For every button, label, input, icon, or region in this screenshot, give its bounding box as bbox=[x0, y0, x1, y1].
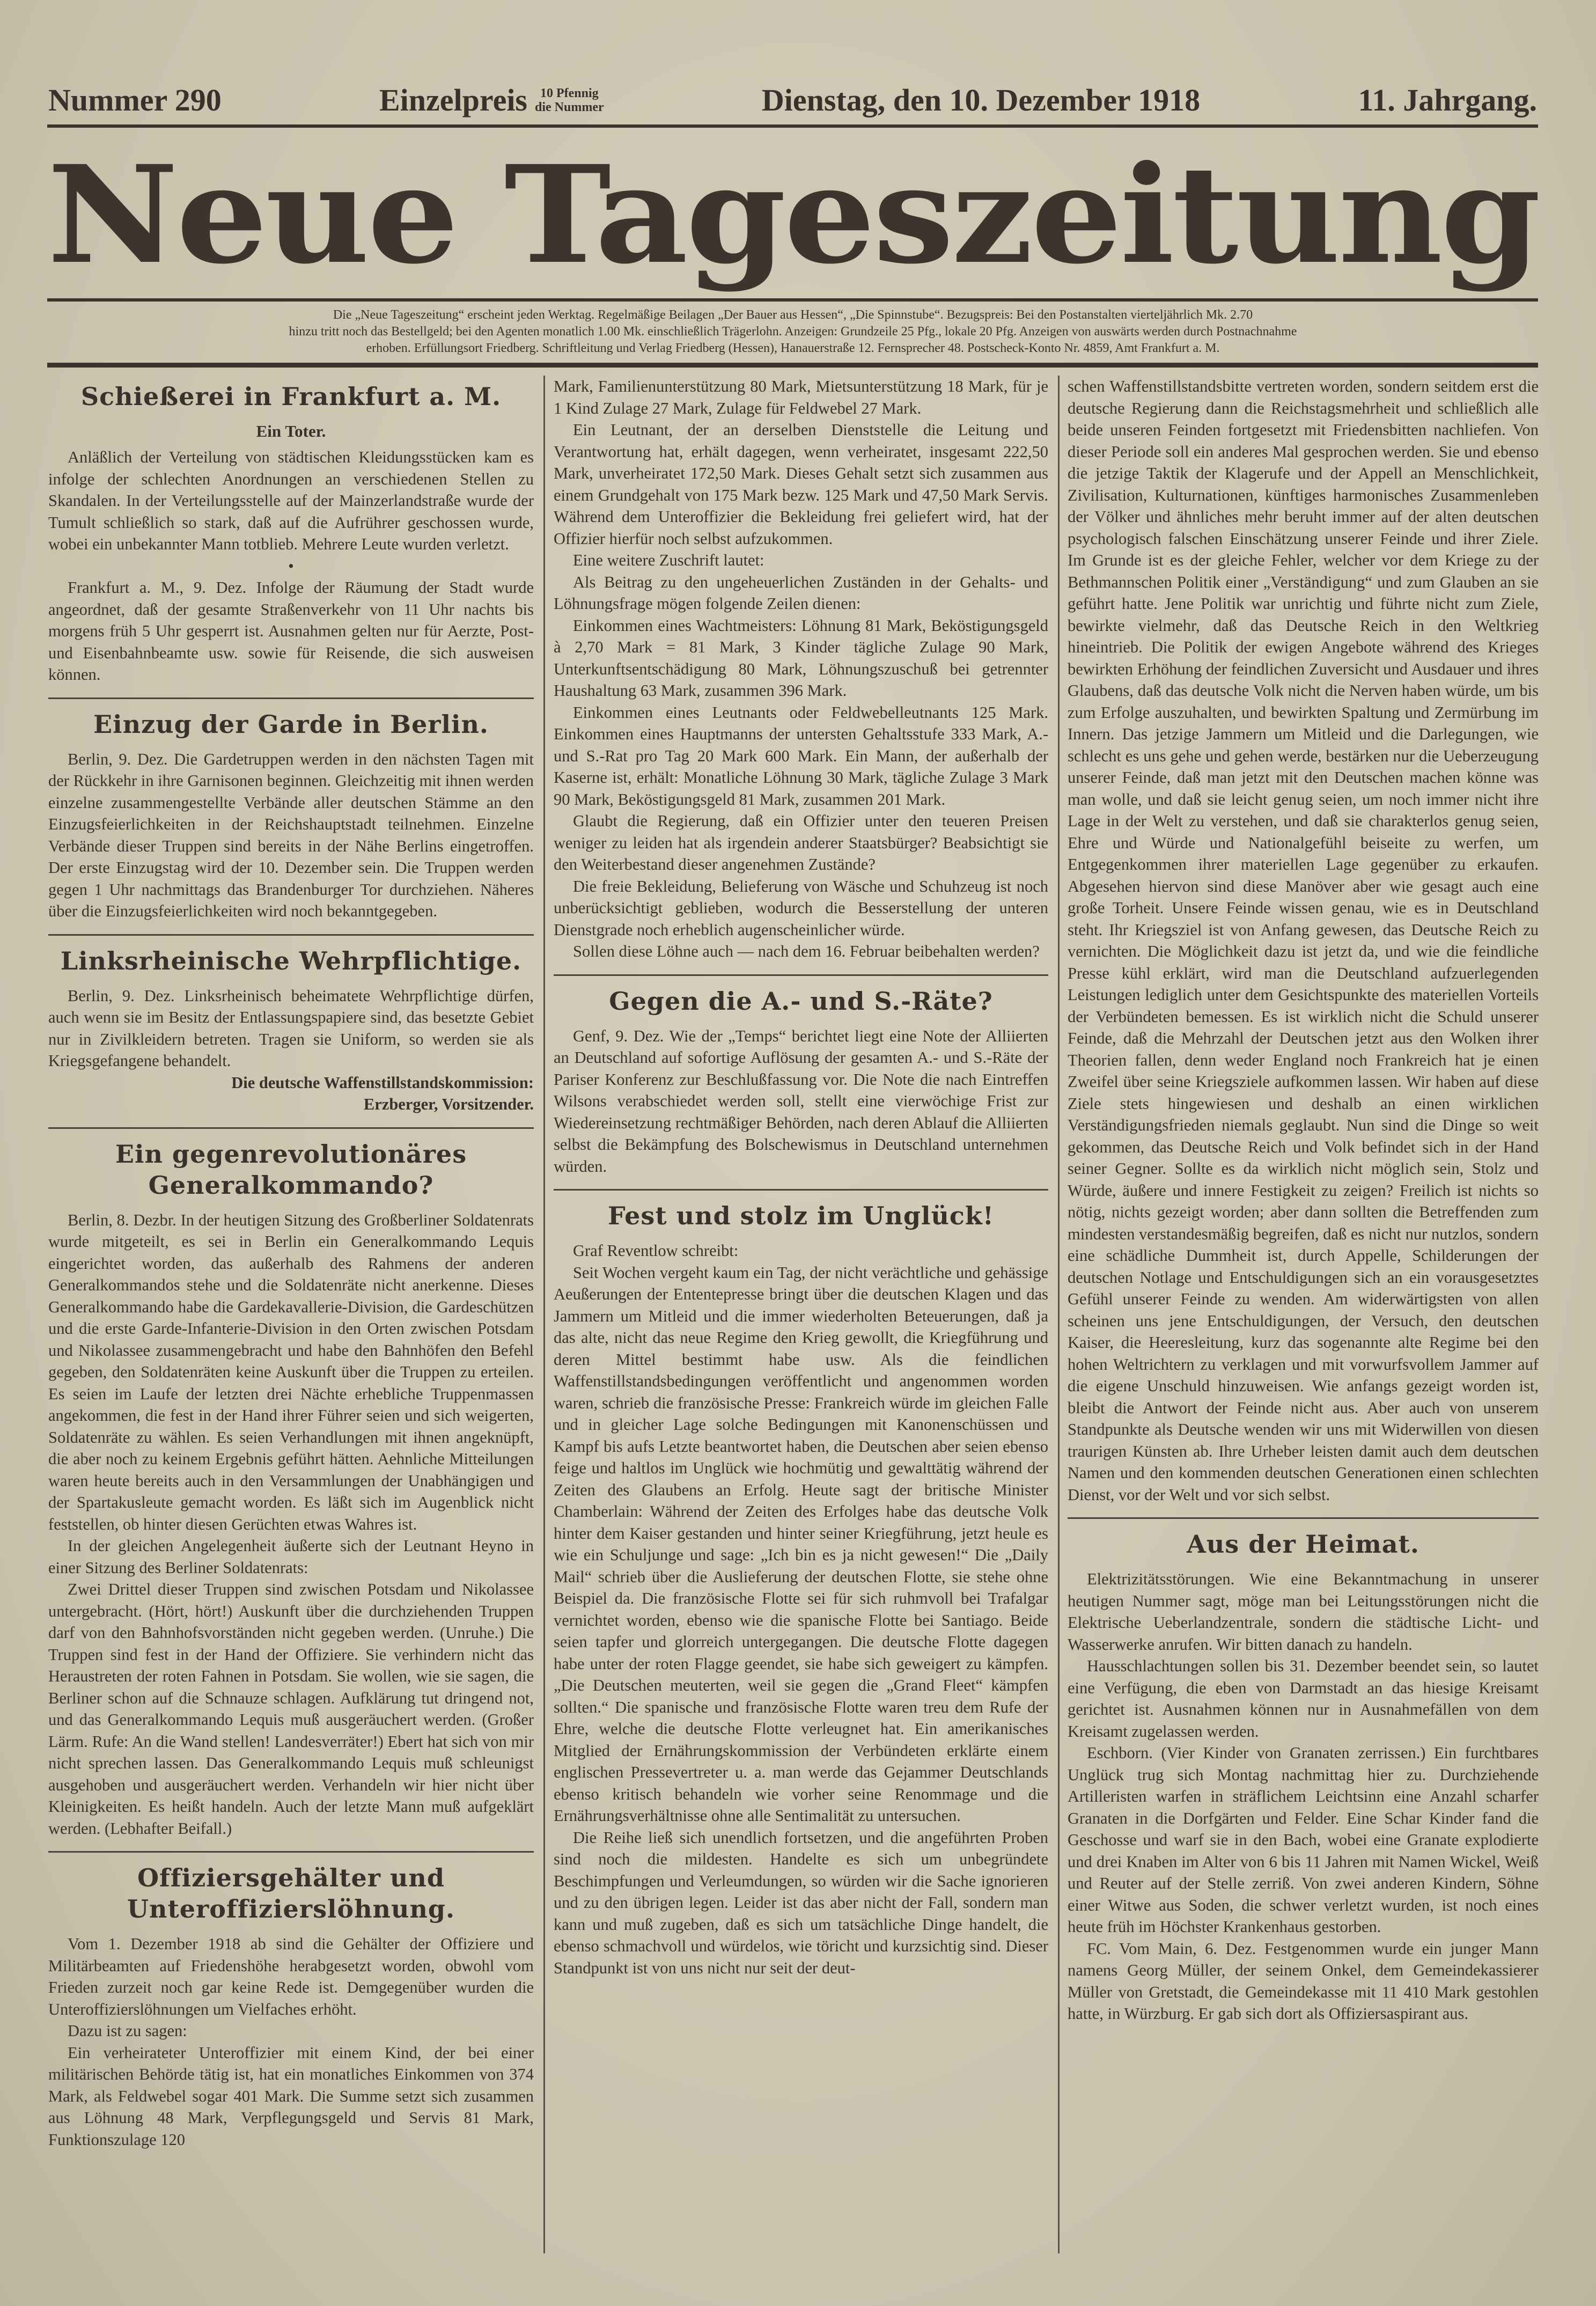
column-divider bbox=[1058, 376, 1060, 2253]
volume-year: 11. Jahrgang. bbox=[1358, 83, 1537, 117]
divider bbox=[47, 124, 1538, 128]
article-paragraph: Vom 1. Dezember 1918 ab sind die Gehälter der Offiziere und Militärbeamten auf Friedenshöhe herabgesetzt worden, obwohl vom Frieden zurzeit noch gar keine Rede ist. Demgegenüber wurden die Unteroffizierslöhnungen um Vielfaches erhöht. bbox=[48, 1935, 534, 2018]
article-headline: Einzug der Garde in Berlin. bbox=[48, 697, 534, 740]
newspaper-title: Neue Tageszeitung bbox=[47, 136, 1539, 293]
article-paragraph: Anläßlich der Verteilung von städtischen Kleidungsstücken kam es infolge der schlechten Anordnungen an verschiedenen Stellen zu Skandalen. In der Verteilungsstelle auf der Mainzerlandstraße wurde der Tumult schließlich so stark, daß auf die Aufrührer geschossen wurde, wobei ein unbekannter Mann totblieb. Mehrere Leute wurden verletzt. bbox=[48, 448, 534, 553]
article-paragraph: Zwei Drittel dieser Truppen sind zwischen Potsdam und Nikolassee untergebracht. (Hört, hört!) Auskunft über die durchziehenden Truppen darf von den Bahnhofsvorständen nicht gegeben werden. (Unruhe.) Die Truppen sind fest in der Hand der Offiziere. Sie verhindern nicht das Heraustreten der roten Fahnen in Potsdam. Sie wollen, wie sie sagen, die Berliner schon auf die Schnauze schlagen. Aufklärung tut dringend not, und das Generalkommando Lequis muß ausgeräuchert werden. (Großer Lärm. Rufe: An die Wand stellen! Landesverräter!) Ebert hat sich von mir nicht sprechen lassen. Das Generalkommando Lequis muß schleunigst ausgehoben und ausgeräuchert werden. Verhandeln wir hier nicht über Kleinigkeiten. Es heißt handeln. Auch der letzte Mann muß aufgeklärt werden. (Lebhafter Beifall.) bbox=[48, 1580, 534, 1838]
column-1 bbox=[48, 376, 534, 2286]
article-paragraph: Elektrizitätsstörungen. Wie eine Bekanntmachung in unserer heutigen Nummer sagt, möge man bei Leitungsstörungen nicht die Elektrische Ueberlandzentrale, sondern die städtische Licht- und Wasserwerke anrufen. Wir bitten danach zu handeln. bbox=[1068, 1570, 1539, 1654]
article-headline: Gegen die A.- und S.-Räte? bbox=[554, 974, 1048, 1017]
divider bbox=[47, 363, 1538, 368]
article-paragraph: Ein verheirateter Unteroffizier mit einem Kind, der bei einer militärischen Behörde tätig ist, hat ein monatliches Einkommen von 374 Mark, als Feldwebel sogar 401 Mark. Die Summe setzt sich zusammen aus Löhnung 48 Mark, Verpflegungsgeld und Servis 81 Mark, Funktionszulage 120 bbox=[48, 2043, 534, 2149]
column-2 bbox=[554, 376, 1048, 2286]
article-paragraph: Die Reihe ließ sich unendlich fortsetzen, und die angeführten Proben sind noch die mildesten. Handelte es sich um unbegründete Beschimpfungen und Verleumdungen, so würden wir die Sache ignorieren und zu den übrigen legen. Leider ist das aber nicht der Fall, sondern man kann und muß zugeben, daß es sich um tatsächliche Dinge handelt, die ebenso schmachvoll und würdelos, wie töricht und kurzsichtig sind. Dieser Standpunkt ist von uns nicht nur seit der deut- bbox=[554, 1828, 1048, 1977]
divider bbox=[47, 298, 1538, 302]
article-paragraph: Eine weitere Zuschrift lautet: bbox=[573, 551, 764, 569]
article-paragraph: Einkommen eines Wachtmeisters: Löhnung 81 Mark, Beköstigungsgeld à 2,70 Mark = 81 Mark, 3 Kinder tägliche Zulage 90 Mark, Unterkunftsentschädigung 80 Mark, Löhnungszuschuß bei getrennter Haushaltung 63 Mark, zusammen 396 Mark. bbox=[554, 616, 1048, 700]
single-price bbox=[379, 83, 604, 118]
price-unit: die Nummer bbox=[535, 100, 604, 114]
section-separator: • bbox=[288, 556, 294, 575]
article-paragraph: Berlin, 8. Dezbr. In der heutigen Sitzung des Großberliner Soldatenrats wurde mitgeteilt, es sei in Berlin ein Generalkommando Lequis eingerichtet worden, das außerhalb des Rahmens der anderen Generalkommandos stehe und die Soldatenräte nicht anerkenne. Dieses Generalkommando habe die Gardekavallerie-Division, die Gardeschützen und die erste Garde-Infanterie-Division in den Orten zwischen Potsdam und Nikolassee zusammengebracht und habe den Bahnhöfen den Befehl gegeben, den Soldatenräten keine Auskunft über die Truppen zu erteilen. Es seien im Laufe der letzten drei Nächte erhebliche Truppenmassen angekommen, die fest in der Hand ihrer Führer seien und sich weigerten, Soldatenräte zu wählen. Es seien Verhandlungen mit ihnen angeknüpft, die aber noch zu keinem Ergebnis geführt hätten. Aehnliche Mitteilungen waren heute bereits auch in den Versammlungen der Unabhängigen und der Spartakusleute gemacht worden. Es läßt sich im Augenblick nicht feststellen, ob hinter diesen Gerüchten etwas Wahres ist. bbox=[48, 1210, 534, 1533]
article-paragraph: Glaubt die Regierung, daß ein Offizier unter den teueren Preisen weniger zu leiden hat als irgendein anderer Staatsbürger? Beabsichtigt sie den Weiterbestand dieser angenehmen Zustände? bbox=[554, 812, 1048, 873]
article-paragraph: Hausschlachtungen sollen bis 31. Dezember beendet sein, so lautet eine Verfügung, die eben von Darmstadt an das hiesige Kreisamt gerichtet ist. Ausnahmen können nur in Ausnahmefällen von dem Kreisamt zugelassen werden. bbox=[1068, 1657, 1539, 1740]
article-paragraph: Einkommen eines Leutnants oder Feldwebelleutnants 125 Mark. Einkommen eines Hauptmanns der untersten Gehaltsstufe 333 Mark, A.- und S.-Rat pro Tag 20 Mark 600 Mark. Ein Mann, der außerhalb der Kaserne ist, erhält: Monatliche Löhnung 30 Mark, tägliche Zulage 3 Mark 90 Mark, Beköstigungsgeld 81 Mark, zusammen 201 Mark. bbox=[554, 703, 1048, 809]
article-paragraph: Eschborn. (Vier Kinder von Granaten zerrissen.) Ein furchtbares Unglück trug sich Montag nachmittag hier zu. Durchziehende Artilleristen warfen in sträflichem Leichtsinn eine Anzahl scharfer Granaten in die Dorfgärten und Felder. Eine Schar Kinder fand die Geschosse und warf sie in den Bach, wobei eine Granate explodierte und drei Knaben im Alter von 6 bis 11 Jahren mit Namen Wickel, Weiß und Reuter auf der Stelle zerriß. Von zwei anderen Kindern, Söhne einer Witwe aus Soden, die schwer verletzt wurden, ist noch eines heute früh im Höchster Krankenhaus gestorben. bbox=[1068, 1744, 1539, 1936]
article-subheadline: Ein Toter. bbox=[256, 422, 326, 440]
article-paragraph: Ein Leutnant, der an derselben Dienststelle die Leitung und Verantwortung hat, erhält dagegen, wenn verheiratet, insgesamt 222,50 Mark, unverheiratet 172,50 Mark. Dieses Gehalt setzt sich zusammen aus einem Grundgehalt von 175 Mark bezw. 125 Mark und 47,50 Mark Servis. Während dem Unteroffizier die Bekleidung frei geliefert wird, hat der Offizier hierfür noch selbst aufzukommen. bbox=[554, 421, 1048, 548]
article-paragraph: Die freie Bekleidung, Belieferung von Wäsche und Schuhzeug ist noch unberücksichtigt geblieben, wodurch die Besserstellung der unteren Dienstgrade noch erheblich augenscheinlicher würde. bbox=[554, 877, 1048, 939]
info-line: Die „Neue Tageszeitung“ erscheint jeden Werktag. Regelmäßige Beilagen „Der Bauer aus Hessen“, „Die Spinnstube“. Bezugspreis: Bei den Postanstalten vierteljährlich Mk. 2.70 bbox=[333, 308, 1253, 322]
article-headline: Ein gegenrevolutionäres Generalkommando? bbox=[48, 1127, 534, 1201]
info-line: erhoben. Erfüllungsort Friedberg. Schriftleitung und Verlag Friedberg (Hessen), Hanauerstraße 12. Fernsprecher 48. Postscheck-Konto Nr. 4859, Amt Frankfurt a. M. bbox=[366, 341, 1220, 355]
publication-info bbox=[47, 307, 1539, 357]
article-paragraph: FC. Vom Main, 6. Dez. Festgenommen wurde ein junger Mann namens Georg Müller, der seinem Onkel, dem Gemeindekassierer Müller von Gretstadt, die Gemeindekasse mit 11 410 Mark gestohlen hatte, in Würzburg. Er gab sich dort als Offiziersaspirant aus. bbox=[1068, 1939, 1539, 2023]
issue-date: Dienstag, den 10. Dezember 1918 bbox=[761, 83, 1201, 117]
article-paragraph: Seit Wochen vergeht kaum ein Tag, der nicht verächtliche und gehässige Aeußerungen der Ententepresse bringt über die deutschen Klagen und das Jammern um Mitleid und die immer wiederholten Beteuerungen, daß ja das alte, nicht das neue Regime den Krieg gewollt, die Kriegführung und deren Mittel bestimmt habe usw. Als die feindlichen Waffenstillstandsbedingungen veröffentlicht und angenommen worden waren, schrieb die französische Presse: Frankreich würde im gleichen Falle und in gleicher Lage solche Bedingungen mit Kanonenschüssen und Kampf bis aufs Letzte beantwortet haben, die Deutschen aber seien ebenso feige und haltlos im Unglück wie hochmütig und gewalttätig während der Zeiten des Glaubens an Erfolg. Heute sagt der britische Minister Chamberlain: Während der Zeiten des Erfolges habe das deutsche Volk hinter dem Kaiser gestanden und hinter seiner Kriegführung, jetzt heule es wie ein Schuljunge und sage: „Ich bin es ja nicht gewesen!“ Die „Daily Mail“ schrieb über die Auslieferung der deutschen Flotte, sie stehe ohne Beispiel da. Die französische Flotte sei für sich ruhmvoll bei Trafalgar vernichtet worden, ebenso wie die spanische Flotte bei Santiago. Beide seien tapfer und glorreich untergegangen. Die deutsche Flotte dagegen habe unter der roten Flagge geendet, sie habe sich geweigert zu kämpfen. „Die Deutschen meuterten, weil sie gegen die „Grand Fleet“ kämpfen sollten.“ Die spanische und französische Flotte waren treu dem Rufe der Ehre, welche die deutsche Flotte verleugnet hat. Ein amerikanisches Mitglied der Ernährungskommission der Verbündeten erklärte einem englischen Pressevertreter u. a. man werde das Gejammer Deutschlands ebenso kritisch behandeln wie vorher seine Renommage und die Ernährungsverhältnisse ohne alle Sentimalität zu untersuchen. bbox=[554, 1263, 1048, 1825]
price-amount: 10 Pfennig bbox=[540, 86, 599, 100]
price-label: Einzelpreis bbox=[379, 83, 528, 117]
article-paragraph: schen Waffenstillstandsbitte vertreten worden, sondern seitdem erst die deutsche Regierung dann die Reichstagsmehrheit und schließlich alle beide unseren Feinden fortgesetzt mit Friedensbitten nachliefen. Von dieser Periode soll ein anderes Mal gesprochen werden. Sie und ebenso die jetzige Taktik der Klagerufe und der Appell an Menschlichkeit, Zivilisation, Kulturnationen, künftiges harmonisches Zusammenleben der Völker und ähnliches mehr beruht immer auf der alten deutschen psychologisch falschen Einschätzung unserer Feinde und ihrer Ziele. Im Grunde ist es der gleiche Fehler, welcher vor dem Kriege zu der Bethmannschen Politik einer „Verständigung“ und zum Glauben an sie geführt hatte. Jene Politik war unrichtig und führte nicht zum Ziele, bewirkte vielmehr, daß das Deutsche Reich in den Weltkrieg hineintrieb. Die Politik der ewigen Angebote während des Krieges bewirkten Erhöhung der feindlichen Zuversicht und Ausdauer und ihres Glaubens, daß das deutsche Volk nicht die Nerven haben würde, um bis zum Erfolge auszuhalten, und bewirkten Spaltung und Zermürbung im Innern. Das jetzige Jammern um Mitleid und die Darlegungen, wie schlecht es uns gehe und gehen werde, bestärken nur die Ueberzeugung unserer Feinde, daß man jetzt mit den Deutschen machen könne was man wolle, und daß sie leicht genug seien, um noch immer nicht ihre Lage in der Welt zu verstehen, und daß sie charakterlos genug seien, Ehre und Würde und Nationalgefühl beiseite zu werfen, um Entgegenkommen ihrer materiellen Lage gegenüber zu erkaufen. Abgesehen hiervon sind diese Manöver aber wie gesagt auch eine große Torheit. Unsere Feinde wissen genau, wie es in Deutschland steht. Ihr Kriegsziel ist von Anfang gewesen, das Deutsche Reich zu vernichten. Die Möglichkeit dazu ist jetzt da, und wie die feindliche Presse kühl erklärt, wird man die Deutschland aufzuerlegenden Leistungen lediglich unter dem Gesichtspunkte des materiellen Vorteils der Verbündeten bemessen. Es ist wirklich nicht die Schuld unserer Feinde, daß die Mehrzahl der Deutschen jetzt aus den Wolken ihrer Theorien fallen, denn weder England noch Frankreich hat je einen Zweifel über seine Kriegsziele aufkommen lassen. Wir haben auf diese Ziele stets hingewiesen und deshalb an einen wirklichen Verständigungsfrieden niemals geglaubt. Nun sind die Dinge so weit gekommen, das Deutsche Reich und Volk befindet sich in der Hand seiner Gegner. Sollte es da wirklich nicht möglich sein, Stolz und Würde, äußere und innere Festigkeit zu zeigen? Freilich ist nichts so nötig, nichts gezeigt worden; aber dann sollten die Betreffenden zum mindesten verstandesmäßig begreifen, daß es nicht nur nutzlos, sondern eine schädliche Dummheit ist, durch Appelle, Schilderungen der deutschen Notlage und Entschuldigungen sich an ein vorausgesetztes Gefühl unserer Feinde zu wenden. Am widerwärtigsten von allen scheinen uns jene Entschuldigungen, der Versuch, den deutschen Kaiser, die Heeresleitung, kurz das sogenannte alte Regime bei den hohen Weltrichtern zu verklagen und mit vorwurfsvollem Jammer auf die eigene Unschuld hinzuweisen. Wie anfangs gezeigt worden ist, bleibt die Antwort der Feinde nicht aus. Aber auch von unserem Standpunkte als Deutsche wenden wir uns mit Widerwillen von diesen traurigen Künsten ab. Ihre Urheber leisten damit auch dem deutschen Namen und den kommenden deutschen Generationen einen schlechten Dienst, vor der Welt und vor sich selbst. bbox=[1068, 377, 1539, 1504]
article-paragraph: Graf Reventlow schreibt: bbox=[573, 1242, 739, 1260]
article-headline: Aus der Heimat. bbox=[1068, 1517, 1539, 1560]
article-paragraph: Berlin, 9. Dez. Die Gardetruppen werden in den nächsten Tagen mit der Rückkehr in ihre Garnisonen beginnen. Gleichzeitig mit ihnen werden einzelne zusammengestellte Verbände aller deutschen Stämme an den Einzugsfeierlichkeiten in der Reichshauptstadt teilnehmen. Einzelne Verbände dieser Truppen sind bereits in der Nähe Berlins eingetroffen. Der erste Einzugstag wird der 10. Dezember sein. Die Truppen werden gegen 1 Uhr nachmittags das Brandenburger Tor durchziehen. Näheres über die Einzugsfeierlichkeiten wird noch bekanntgegeben. bbox=[48, 750, 534, 920]
article-headline: Offiziersgehälter und Unteroffizierslöhnung. bbox=[48, 1851, 534, 1925]
article-signature: Die deutsche Waffenstillstandskommission: bbox=[231, 1073, 534, 1092]
article-paragraph: Dazu ist zu sagen: bbox=[68, 2022, 187, 2040]
article-paragraph: Sollen diese Löhne auch — nach dem 16. Februar beibehalten werden? bbox=[573, 942, 1040, 960]
price-detail bbox=[535, 86, 604, 114]
article-paragraph: Mark, Familienunterstützung 80 Mark, Mietsunterstützung 18 Mark, für je 1 Kind Zulage 27 Mark, Zulage für Feldwebel 27 Mark. bbox=[554, 377, 1048, 417]
article-headline: Linksrheinische Wehrpflichtige. bbox=[48, 934, 534, 976]
article-paragraph: Frankfurt a. M., 9. Dez. Infolge der Räumung der Stadt wurde angeordnet, daß der gesamte Straßenverkehr von 11 Uhr nachts bis morgens früh 5 Uhr gesperrt ist. Ausnahmen gelten nur für Aerzte, Post- und Eisenbahnbeamte usw. sowie für Reisende, die sich ausweisen können. bbox=[48, 578, 534, 684]
article-headline: Schießerei in Frankfurt a. M. bbox=[80, 382, 502, 411]
article-headline: Fest und stolz im Unglück! bbox=[554, 1189, 1048, 1231]
article-paragraph: Als Beitrag zu den ungeheuerlichen Zuständen in der Gehalts- und Löhnungsfrage mögen folgende Zeilen dienen: bbox=[554, 572, 1048, 613]
masthead bbox=[47, 134, 1539, 295]
article-paragraph: Berlin, 9. Dez. Linksrheinisch beheimatete Wehrpflichtige dürfen, auch wenn sie im Besitz der Entlassungspapiere sind, das besetzte Gebiet nur in Zivilkleidern betreten. Tragen sie Uniform, so werden sie als Kriegsgefangene behandelt. bbox=[48, 986, 534, 1070]
issue-number: Nummer 290 bbox=[48, 83, 222, 117]
column-3 bbox=[1068, 376, 1539, 2286]
article-paragraph: In der gleichen Angelegenheit äußerte sich der Leutnant Heyno in einer Sitzung des Berliner Soldatenrats: bbox=[48, 1537, 534, 1577]
masthead-top-line bbox=[48, 75, 1537, 118]
info-line: hinzu tritt noch das Bestellgeld; bei den Agenten monatlich 1.00 Mk. einschließlich Trägerlohn. Anzeigen: Grundzeile 25 Pfg., lokale 20 Pfg. Anzeigen von auswärts werden durch Postnachnahme bbox=[289, 325, 1297, 339]
column-divider bbox=[543, 376, 545, 2253]
article-signature: Erzberger, Vorsitzender. bbox=[363, 1095, 534, 1113]
article-paragraph: Genf, 9. Dez. Wie der „Temps“ berichtet liegt eine Note der Alliierten an Deutschland auf sofortige Auflösung der gesamten A.- und S.-Räte der Pariser Konferenz zur Beschlußfassung vor. Die Note die nach Eintreffen Wilsons verabschiedet werden soll, stellt eine vierwöchige Frist zur Wiedereinsetzung rechtmäßiger Behörden, nach deren Ablauf die Alliierten selbst die Bekämpfung des Bolschewismus in Deutschland unternehmen würden. bbox=[554, 1026, 1048, 1176]
